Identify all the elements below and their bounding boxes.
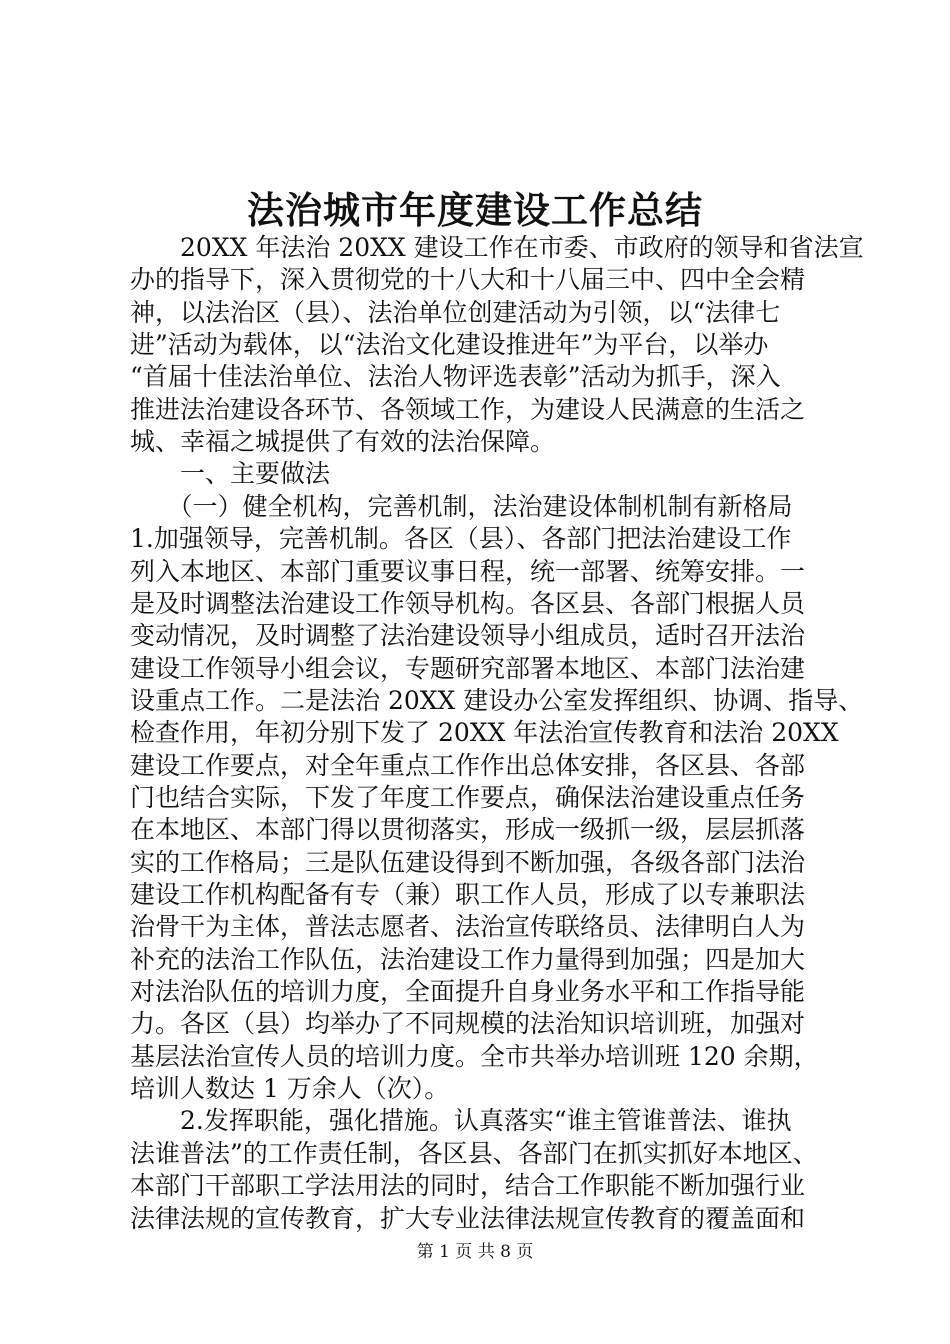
body-line: 1.加强领导，完善机制。各区（县）、各部门把法治建设工作 <box>130 524 792 554</box>
document-title: 法治城市年度建设工作总结 <box>247 188 703 232</box>
body-line: 对法治队伍的培训力度，全面提升自身业务水平和工作指导能 <box>130 977 806 1007</box>
body-line: 列入本地区、本部门重要议事日程，统一部署、统筹安排。一 <box>130 556 806 586</box>
body-line: 实的工作格局；三是队伍建设得到不断加强，各级各部门法治 <box>130 847 806 877</box>
body-line: 法谁普法”的工作责任制，各区县、各部门在抓实抓好本地区、 <box>130 1138 818 1168</box>
body-line: 办的指导下，深入贯彻党的十八大和十八届三中、四中全会精 <box>130 265 806 295</box>
body-line: 一、主要做法 <box>130 459 331 489</box>
body-line: 治骨干为主体，普法志愿者、法治宣传联络员、法律明白人为 <box>130 912 806 942</box>
body-line: 20XX 年法治 20XX 建设工作在市委、市政府的领导和省法宣 <box>130 233 864 262</box>
body-line: 城、幸福之城提供了有效的法治保障。 <box>130 427 556 457</box>
body-line: 基层法治宣传人员的培训力度。全市共举办培训班 120 余期， <box>130 1041 819 1071</box>
body-line: 2.发挥职能，强化措施。认真落实“谁主管谁普法、谁执 <box>130 1106 792 1136</box>
body-line: 法律法规的宣传教育，扩大专业法律法规宣传教育的覆盖面和 <box>130 1203 806 1233</box>
body-line: “首届十佳法治单位、法治人物评选表彰”活动为抓手，深入 <box>130 362 781 392</box>
body-line: 力。各区（县）均举办了不同规模的法治知识培训班，加强对 <box>130 1009 806 1039</box>
body-line: 建设工作机构配备有专（兼）职工作人员，形成了以专兼职法 <box>130 880 806 909</box>
body-line: 神，以法治区（县）、法治单位创建活动为引领，以“法律七 <box>130 297 781 327</box>
body-line: 是及时调整法治建设工作领导机构。各区县、各部门根据人员 <box>130 588 806 618</box>
body-line: 培训人数达 1 万余人（次）。 <box>130 1074 450 1104</box>
body-line: 推进法治建设各环节、各领域工作，为建设人民满意的生活之 <box>130 394 806 424</box>
body-line: 门也结合实际，下发了年度工作要点，确保法治建设重点任务 <box>130 782 806 812</box>
page-footer: 第 1 页 共 8 页 <box>416 1242 534 1262</box>
body-line: 在本地区、本部门得以贯彻落实，形成一级抓一级，层层抓落 <box>130 815 806 845</box>
body-line: 建设工作要点，对全年重点工作作出总体安排，各区县、各部 <box>130 750 806 780</box>
body-line: 本部门干部职工学法用法的同时，结合工作职能不断加强行业 <box>130 1171 806 1201</box>
body-line: 补充的法治工作队伍，法治建设工作力量得到加强；四是加大 <box>130 944 806 974</box>
body-line: 检查作用，年初分别下发了 20XX 年法治宣传教育和法治 20XX <box>130 718 839 748</box>
body-line: 进”活动为载体，以“法治文化建设推进年”为平台，以举办 <box>130 330 769 360</box>
body-line: 设重点工作。二是法治 20XX 建设办公室发挥组织、协调、指导、 <box>130 685 864 715</box>
body-line: 建设工作领导小组会议，专题研究部署本地区、本部门法治建 <box>130 653 806 683</box>
body-line: 变动情况，及时调整了法治建设领导小组成员，适时召开法治 <box>130 621 806 651</box>
body-line: （一）健全机构，完善机制，法治建设体制机制有新格局 <box>130 491 793 521</box>
